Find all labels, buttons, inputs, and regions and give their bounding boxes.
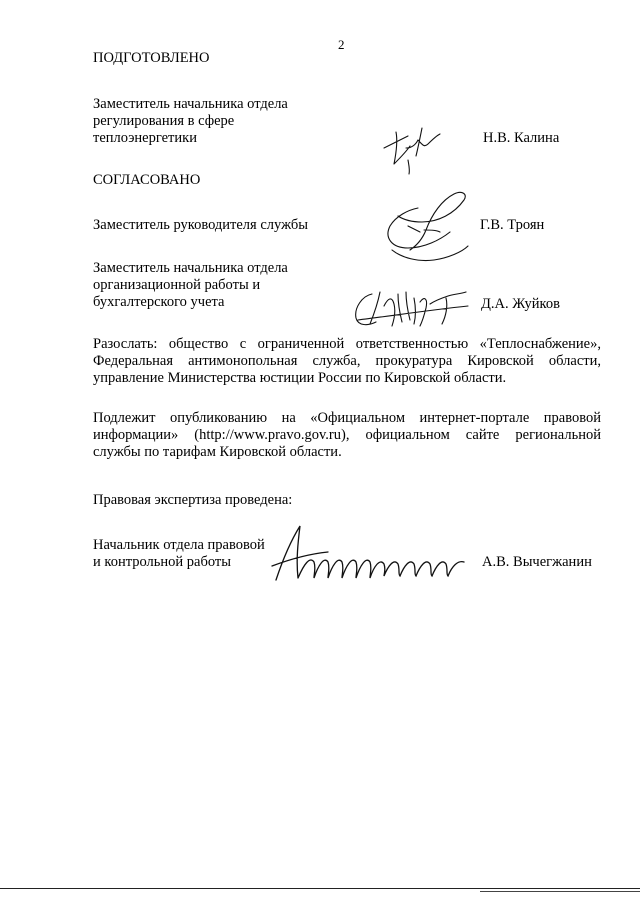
signature-zhuikov [350, 284, 475, 332]
publication-line: службы по тарифам Кировской области. [93, 444, 342, 460]
legal-review-name: А.В. Вычегжанин [482, 554, 592, 570]
legal-review-position [93, 537, 265, 571]
position-line: Заместитель начальника отдела [93, 96, 288, 112]
agreed-position-2 [93, 260, 288, 311]
distribution-paragraph [93, 336, 601, 387]
position-line: регулирования в сфере [93, 113, 235, 129]
distribution-line: Федеральная антимонопольная служба, прокуратура Кировской области, [93, 353, 601, 369]
agreed-name-1: Г.В. Троян [480, 217, 545, 233]
position-line: Заместитель руководителя службы [93, 217, 309, 233]
prepared-position [93, 96, 288, 147]
page-number: 2 [338, 37, 345, 52]
agreed-name-2: Д.А. Жуйков [481, 296, 560, 312]
prepared-name: Н.В. Калина [483, 130, 560, 146]
signature-vychegzhanin [268, 522, 478, 584]
agreed-heading: СОГЛАСОВАНО [93, 172, 201, 188]
position-line: организационной работы и [93, 277, 261, 293]
position-line: Начальник отдела правовой [93, 537, 265, 553]
position-line: и контрольной работы [93, 554, 231, 570]
agreed-position-1 [93, 217, 308, 234]
publication-paragraph [93, 410, 601, 461]
publication-line: Подлежит опубликованию на «Официальном интернет-портале правовой [93, 410, 601, 426]
publication-line: информации» (http://www.pravo.gov.ru), официальном сайте региональной [93, 427, 601, 443]
position-line: теплоэнергетики [93, 130, 197, 146]
legal-review-statement: Правовая экспертиза проведена: [93, 492, 293, 508]
signature-kalina [378, 118, 448, 178]
position-line: Заместитель начальника отдела [93, 260, 288, 276]
bottom-rule [480, 891, 640, 892]
distribution-line: Разослать: общество с ограниченной ответственностью «Теплоснабжение», [93, 336, 601, 352]
signature-troyan [378, 186, 478, 270]
prepared-heading: ПОДГОТОВЛЕНО [93, 50, 210, 66]
position-line: бухгалтерского учета [93, 294, 225, 310]
distribution-line: управление Министерства юстиции России по Кировской области. [93, 370, 507, 386]
bottom-rule [0, 888, 640, 889]
